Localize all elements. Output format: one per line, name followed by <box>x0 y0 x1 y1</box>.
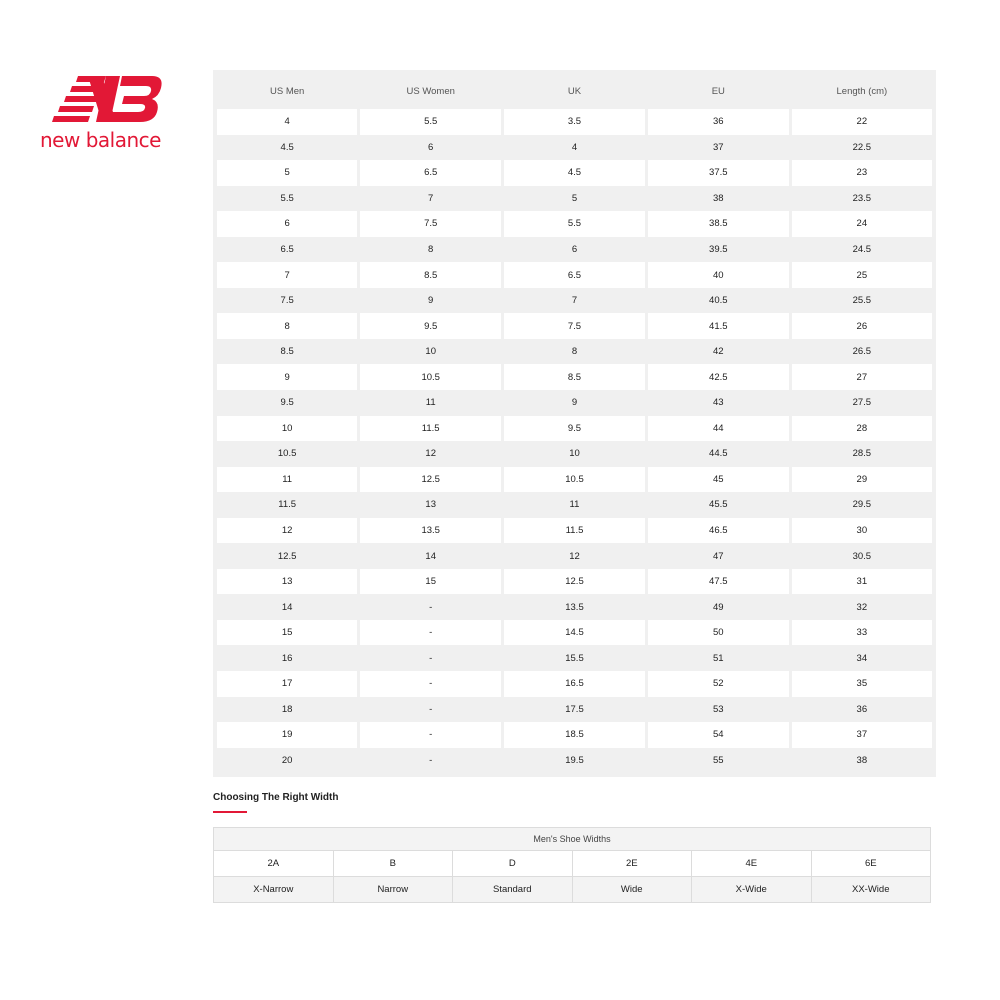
table-row <box>215 339 934 365</box>
table-row <box>215 135 934 161</box>
cell-eu: 43 <box>646 390 790 416</box>
cell-us-women: 5.5 <box>359 109 503 135</box>
cell-us-men: 10 <box>215 416 359 442</box>
width-name-cell: X-Narrow <box>214 877 334 903</box>
table-row <box>215 594 934 620</box>
cell-length-cm: 25 <box>790 262 934 288</box>
width-table <box>213 827 931 903</box>
cell-us-men: 17 <box>215 671 359 697</box>
cell-us-women: - <box>359 594 503 620</box>
cell-us-men: 19 <box>215 722 359 748</box>
header-length-cm: Length (cm) <box>790 72 934 109</box>
cell-eu: 45.5 <box>646 492 790 518</box>
header-us-women: US Women <box>359 72 503 109</box>
cell-eu: 38.5 <box>646 211 790 237</box>
table-row <box>215 288 934 314</box>
cell-eu: 46.5 <box>646 518 790 544</box>
width-code-cell: 6E <box>811 851 931 877</box>
cell-uk: 14.5 <box>503 620 647 646</box>
cell-us-women: - <box>359 697 503 723</box>
cell-us-women: 12 <box>359 441 503 467</box>
table-row <box>215 569 934 595</box>
table-row <box>215 262 934 288</box>
width-table-title: Men's Shoe Widths <box>214 828 931 851</box>
width-name-cell: X-Wide <box>692 877 812 903</box>
cell-us-women: 7 <box>359 186 503 212</box>
cell-uk: 8.5 <box>503 364 647 390</box>
cell-eu: 44 <box>646 416 790 442</box>
cell-uk: 11 <box>503 492 647 518</box>
cell-us-women: 6.5 <box>359 160 503 186</box>
header-eu: EU <box>646 72 790 109</box>
cell-eu: 45 <box>646 467 790 493</box>
cell-us-men: 7 <box>215 262 359 288</box>
cell-us-women: 13.5 <box>359 518 503 544</box>
width-section-heading: Choosing The Right Width <box>213 792 339 803</box>
cell-eu: 49 <box>646 594 790 620</box>
cell-length-cm: 24.5 <box>790 237 934 263</box>
table-row <box>215 237 934 263</box>
cell-length-cm: 25.5 <box>790 288 934 314</box>
cell-us-men: 6.5 <box>215 237 359 263</box>
cell-eu: 40 <box>646 262 790 288</box>
cell-us-men: 9 <box>215 364 359 390</box>
cell-uk: 18.5 <box>503 722 647 748</box>
cell-length-cm: 32 <box>790 594 934 620</box>
table-row <box>215 186 934 212</box>
cell-us-men: 7.5 <box>215 288 359 314</box>
table-row <box>215 543 934 569</box>
cell-length-cm: 34 <box>790 645 934 671</box>
cell-uk: 6.5 <box>503 262 647 288</box>
cell-us-men: 5 <box>215 160 359 186</box>
cell-us-men: 14 <box>215 594 359 620</box>
cell-us-women: 11.5 <box>359 416 503 442</box>
cell-eu: 52 <box>646 671 790 697</box>
size-chart-header-row <box>215 72 934 109</box>
cell-uk: 19.5 <box>503 748 647 776</box>
cell-us-women: 10.5 <box>359 364 503 390</box>
cell-us-women: 8.5 <box>359 262 503 288</box>
cell-us-women: - <box>359 671 503 697</box>
cell-uk: 5.5 <box>503 211 647 237</box>
cell-us-women: 9.5 <box>359 313 503 339</box>
table-row <box>215 364 934 390</box>
cell-us-men: 12 <box>215 518 359 544</box>
cell-uk: 17.5 <box>503 697 647 723</box>
size-chart-body <box>215 109 934 775</box>
width-name-cell: Narrow <box>333 877 453 903</box>
cell-us-men: 12.5 <box>215 543 359 569</box>
cell-length-cm: 29.5 <box>790 492 934 518</box>
cell-us-women: 11 <box>359 390 503 416</box>
width-code-cell: D <box>453 851 573 877</box>
cell-us-men: 6 <box>215 211 359 237</box>
cell-eu: 50 <box>646 620 790 646</box>
width-code-row <box>214 851 931 877</box>
cell-length-cm: 30 <box>790 518 934 544</box>
cell-eu: 53 <box>646 697 790 723</box>
cell-uk: 12 <box>503 543 647 569</box>
cell-us-men: 4 <box>215 109 359 135</box>
width-code-cell: 2A <box>214 851 334 877</box>
table-row <box>215 109 934 135</box>
cell-uk: 7 <box>503 288 647 314</box>
cell-uk: 3.5 <box>503 109 647 135</box>
cell-length-cm: 22 <box>790 109 934 135</box>
cell-length-cm: 30.5 <box>790 543 934 569</box>
cell-eu: 47 <box>646 543 790 569</box>
nb-logo-icon <box>40 74 180 126</box>
cell-us-women: - <box>359 722 503 748</box>
cell-us-men: 16 <box>215 645 359 671</box>
cell-us-women: 10 <box>359 339 503 365</box>
cell-uk: 13.5 <box>503 594 647 620</box>
cell-length-cm: 23 <box>790 160 934 186</box>
cell-us-women: - <box>359 645 503 671</box>
cell-uk: 7.5 <box>503 313 647 339</box>
cell-length-cm: 31 <box>790 569 934 595</box>
table-row <box>215 492 934 518</box>
cell-us-women: - <box>359 620 503 646</box>
cell-eu: 42 <box>646 339 790 365</box>
table-row <box>215 518 934 544</box>
cell-us-men: 11.5 <box>215 492 359 518</box>
cell-length-cm: 22.5 <box>790 135 934 161</box>
cell-us-men: 18 <box>215 697 359 723</box>
cell-length-cm: 28.5 <box>790 441 934 467</box>
table-row <box>215 467 934 493</box>
cell-uk: 8 <box>503 339 647 365</box>
cell-eu: 51 <box>646 645 790 671</box>
table-row <box>215 671 934 697</box>
cell-us-women: - <box>359 748 503 776</box>
width-name-cell: Wide <box>572 877 692 903</box>
cell-eu: 47.5 <box>646 569 790 595</box>
cell-uk: 10 <box>503 441 647 467</box>
cell-eu: 39.5 <box>646 237 790 263</box>
cell-uk: 4.5 <box>503 160 647 186</box>
cell-length-cm: 36 <box>790 697 934 723</box>
cell-length-cm: 26 <box>790 313 934 339</box>
cell-length-cm: 24 <box>790 211 934 237</box>
table-row <box>215 390 934 416</box>
table-row <box>215 313 934 339</box>
table-row <box>215 441 934 467</box>
cell-length-cm: 33 <box>790 620 934 646</box>
cell-length-cm: 35 <box>790 671 934 697</box>
cell-uk: 16.5 <box>503 671 647 697</box>
table-row <box>215 748 934 776</box>
cell-eu: 36 <box>646 109 790 135</box>
cell-uk: 9 <box>503 390 647 416</box>
cell-uk: 10.5 <box>503 467 647 493</box>
cell-eu: 41.5 <box>646 313 790 339</box>
width-code-cell: 4E <box>692 851 812 877</box>
brand-logo <box>40 74 180 154</box>
cell-us-women: 15 <box>359 569 503 595</box>
table-row <box>215 722 934 748</box>
cell-us-men: 8.5 <box>215 339 359 365</box>
header-uk: UK <box>503 72 647 109</box>
width-code-cell: 2E <box>572 851 692 877</box>
cell-length-cm: 38 <box>790 748 934 776</box>
cell-eu: 40.5 <box>646 288 790 314</box>
cell-uk: 9.5 <box>503 416 647 442</box>
table-row <box>215 211 934 237</box>
cell-uk: 12.5 <box>503 569 647 595</box>
cell-length-cm: 27 <box>790 364 934 390</box>
cell-us-men: 4.5 <box>215 135 359 161</box>
cell-eu: 37 <box>646 135 790 161</box>
width-name-cell: XX-Wide <box>811 877 931 903</box>
table-row <box>215 620 934 646</box>
cell-us-men: 13 <box>215 569 359 595</box>
cell-length-cm: 29 <box>790 467 934 493</box>
cell-length-cm: 28 <box>790 416 934 442</box>
cell-eu: 37.5 <box>646 160 790 186</box>
cell-length-cm: 26.5 <box>790 339 934 365</box>
cell-us-women: 8 <box>359 237 503 263</box>
cell-uk: 15.5 <box>503 645 647 671</box>
width-table-title-row <box>214 828 931 851</box>
cell-us-women: 13 <box>359 492 503 518</box>
width-name-cell: Standard <box>453 877 573 903</box>
cell-length-cm: 27.5 <box>790 390 934 416</box>
table-row <box>215 160 934 186</box>
width-code-cell: B <box>333 851 453 877</box>
header-us-men: US Men <box>215 72 359 109</box>
cell-us-men: 8 <box>215 313 359 339</box>
cell-us-men: 11 <box>215 467 359 493</box>
cell-uk: 4 <box>503 135 647 161</box>
cell-us-men: 15 <box>215 620 359 646</box>
cell-uk: 6 <box>503 237 647 263</box>
cell-us-men: 5.5 <box>215 186 359 212</box>
cell-uk: 11.5 <box>503 518 647 544</box>
cell-us-women: 9 <box>359 288 503 314</box>
cell-eu: 44.5 <box>646 441 790 467</box>
width-name-row <box>214 877 931 903</box>
cell-length-cm: 23.5 <box>790 186 934 212</box>
cell-length-cm: 37 <box>790 722 934 748</box>
cell-us-women: 6 <box>359 135 503 161</box>
size-chart-table <box>213 70 936 777</box>
table-row <box>215 697 934 723</box>
cell-eu: 54 <box>646 722 790 748</box>
cell-us-men: 20 <box>215 748 359 776</box>
cell-us-men: 10.5 <box>215 441 359 467</box>
cell-us-women: 12.5 <box>359 467 503 493</box>
cell-uk: 5 <box>503 186 647 212</box>
heading-underline <box>213 811 247 813</box>
cell-us-men: 9.5 <box>215 390 359 416</box>
cell-eu: 55 <box>646 748 790 776</box>
cell-us-women: 7.5 <box>359 211 503 237</box>
table-row <box>215 645 934 671</box>
cell-eu: 42.5 <box>646 364 790 390</box>
cell-eu: 38 <box>646 186 790 212</box>
table-row <box>215 416 934 442</box>
brand-wordmark: new balance <box>40 128 161 152</box>
cell-us-women: 14 <box>359 543 503 569</box>
